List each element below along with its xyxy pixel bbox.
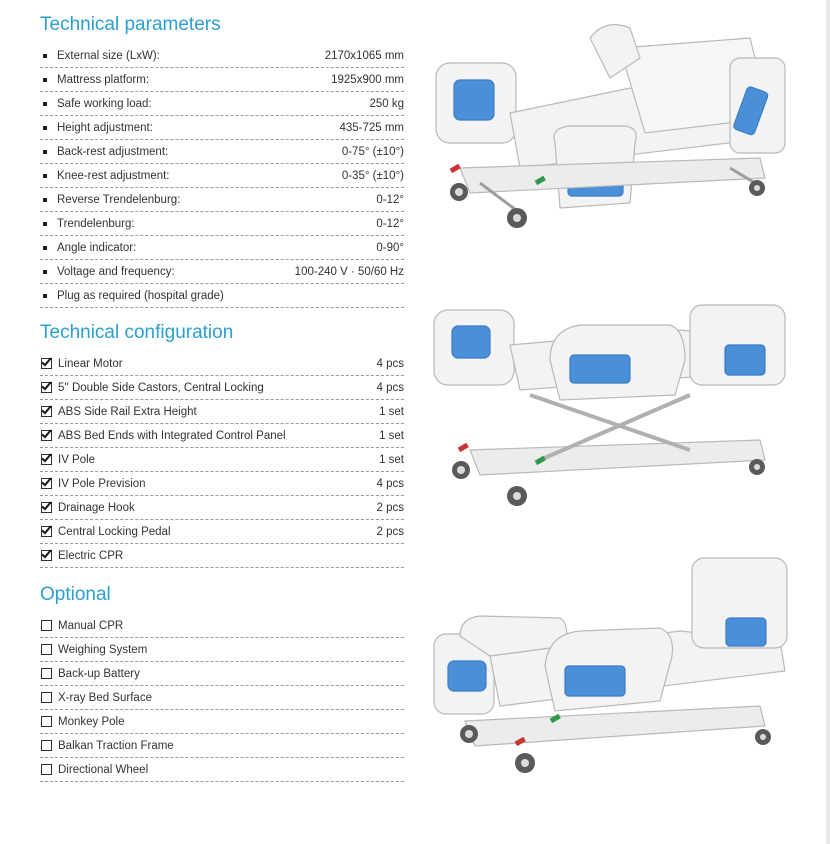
parameter-row — [40, 140, 404, 164]
row-label: Linear Motor — [58, 357, 123, 370]
empty-box-icon — [41, 668, 52, 679]
checked-box-icon — [41, 478, 52, 489]
bullet-icon — [43, 222, 47, 226]
row-value: 0-12° — [376, 217, 404, 230]
checked-box-icon — [41, 454, 52, 465]
checklist-row — [40, 734, 404, 758]
parameter-row — [40, 116, 404, 140]
row-value: 250 kg — [369, 97, 404, 110]
row-label: IV Pole Prevision — [58, 477, 146, 490]
row-label: Plug as required (hospital grade) — [57, 289, 224, 302]
row-label: Voltage and frequency: — [57, 265, 175, 278]
parameter-row — [40, 212, 404, 236]
page-edge — [826, 0, 830, 844]
optional-section — [40, 584, 404, 782]
checklist-row — [40, 376, 404, 400]
row-label: Weighing System — [58, 643, 148, 656]
row-label: Directional Wheel — [58, 763, 149, 776]
row-label: ABS Side Rail Extra Height — [58, 405, 197, 418]
bullet-icon — [43, 294, 47, 298]
checklist-row — [40, 448, 404, 472]
row-label: Monkey Pole — [58, 715, 125, 728]
row-label: Knee-rest adjustment: — [57, 169, 170, 182]
bullet-icon — [43, 126, 47, 130]
row-value: 4 pcs — [376, 381, 404, 394]
row-value: 4 pcs — [376, 357, 404, 370]
row-value: 0-90° — [376, 241, 404, 254]
checked-box-icon — [41, 550, 52, 561]
checked-box-icon — [41, 382, 52, 393]
bullet-icon — [43, 150, 47, 154]
bed-image-low-position — [430, 556, 795, 778]
row-value: 100-240 V · 50/60 Hz — [294, 265, 404, 278]
parameter-row — [40, 92, 404, 116]
technical-parameters-section — [40, 14, 404, 308]
checklist-row — [40, 352, 404, 376]
row-label: 5'' Double Side Castors, Central Locking — [58, 381, 264, 394]
empty-box-icon — [41, 740, 52, 751]
bullet-icon — [43, 246, 47, 250]
row-label: Reverse Trendelenburg: — [57, 193, 181, 206]
row-label: Trendelenburg: — [57, 217, 135, 230]
row-label: Back-up Battery — [58, 667, 140, 680]
bullet-icon — [43, 78, 47, 82]
checklist-row — [40, 544, 404, 568]
parameter-row — [40, 236, 404, 260]
row-value: 1 set — [379, 453, 404, 466]
configuration-list — [40, 352, 404, 568]
checked-box-icon — [41, 358, 52, 369]
bed-image-flat-high — [430, 300, 795, 515]
row-label: Drainage Hook — [58, 501, 135, 514]
empty-box-icon — [41, 644, 52, 655]
checklist-row — [40, 400, 404, 424]
row-label: Balkan Traction Frame — [58, 739, 174, 752]
bullet-icon — [43, 198, 47, 202]
checklist-row — [40, 424, 404, 448]
parameter-row — [40, 68, 404, 92]
checklist-row — [40, 614, 404, 638]
checklist-row — [40, 520, 404, 544]
row-label: Safe working load: — [57, 97, 152, 110]
row-label: IV Pole — [58, 453, 96, 466]
bullet-icon — [43, 174, 47, 178]
technical-configuration-section — [40, 322, 404, 568]
checklist-row — [40, 758, 404, 782]
row-value: 2170x1065 mm — [324, 49, 404, 62]
row-value: 0-12° — [376, 193, 404, 206]
row-value: 2 pcs — [376, 525, 404, 538]
row-label: X-ray Bed Surface — [58, 691, 152, 704]
row-label: External size (LxW): — [57, 49, 160, 62]
row-value: 1 set — [379, 429, 404, 442]
checklist-row — [40, 472, 404, 496]
checklist-row — [40, 638, 404, 662]
row-value: 4 pcs — [376, 477, 404, 490]
row-value: 1 set — [379, 405, 404, 418]
bullet-icon — [43, 102, 47, 106]
section-title: Optional — [40, 584, 111, 605]
checked-box-icon — [41, 406, 52, 417]
row-label: Back-rest adjustment: — [57, 145, 169, 158]
empty-box-icon — [41, 620, 52, 631]
row-label: Angle indicator: — [57, 241, 137, 254]
bullet-icon — [43, 270, 47, 274]
row-label: Mattress platform: — [57, 73, 150, 86]
checked-box-icon — [41, 526, 52, 537]
parameters-list — [40, 44, 404, 308]
bullet-icon — [43, 54, 47, 58]
checklist-row — [40, 496, 404, 520]
row-value: 0-75° (±10°) — [341, 145, 404, 158]
row-label: Electric CPR — [58, 549, 124, 562]
empty-box-icon — [41, 764, 52, 775]
bed-image-raised-back — [430, 18, 795, 236]
section-title: Technical configuration — [40, 322, 234, 343]
row-label: ABS Bed Ends with Integrated Control Panel — [58, 429, 286, 442]
optional-list — [40, 614, 404, 782]
row-value: 435-725 mm — [339, 121, 404, 134]
parameter-row — [40, 164, 404, 188]
row-label: Central Locking Pedal — [58, 525, 171, 538]
checked-box-icon — [41, 430, 52, 441]
row-value: 2 pcs — [376, 501, 404, 514]
checklist-row — [40, 686, 404, 710]
row-label: Height adjustment: — [57, 121, 153, 134]
checklist-row — [40, 710, 404, 734]
row-value: 1925x900 mm — [331, 73, 404, 86]
parameter-row — [40, 44, 404, 68]
parameter-row — [40, 188, 404, 212]
section-title: Technical parameters — [40, 14, 221, 35]
checklist-row — [40, 662, 404, 686]
row-value: 0-35° (±10°) — [341, 169, 404, 182]
parameter-row — [40, 260, 404, 284]
empty-box-icon — [41, 692, 52, 703]
row-label: Manual CPR — [58, 619, 124, 632]
empty-box-icon — [41, 716, 52, 727]
checked-box-icon — [41, 502, 52, 513]
parameter-row — [40, 284, 404, 308]
